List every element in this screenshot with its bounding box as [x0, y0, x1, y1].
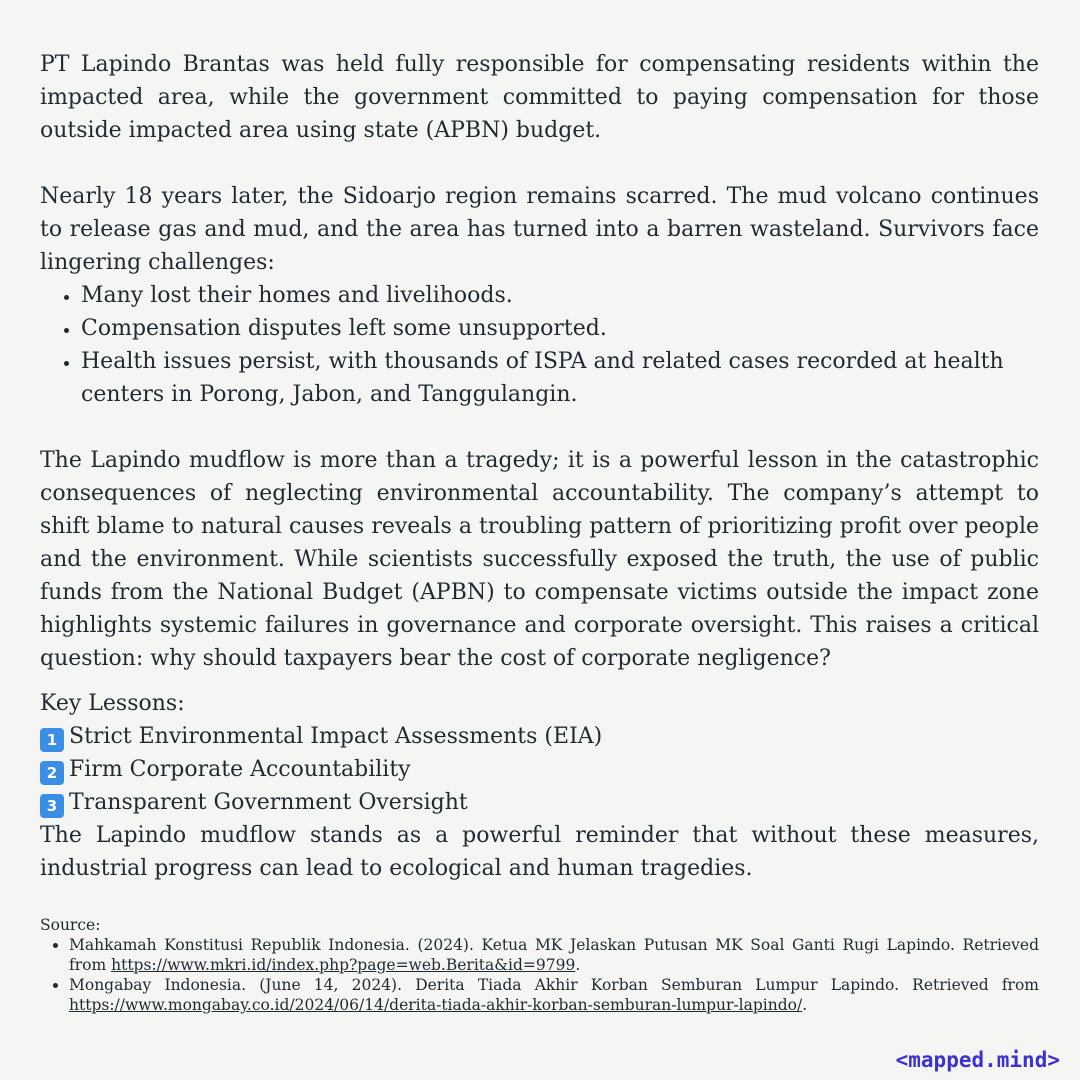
key-lesson-item: [40, 720, 1039, 753]
keycap-1-icon: 1: [40, 728, 64, 752]
key-lesson-text: Firm Corporate Accountability: [69, 757, 411, 782]
paragraph-compensation: PT Lapindo Brantas was held fully responsible for compensating residents within the impacted area, while the government committed to paying compensation for those outside impacted area using state (APBN) budget.: [40, 52, 1039, 143]
key-lesson-text: Strict Environmental Impact Assessments (EIA): [69, 724, 603, 749]
source-item: • Mahkamah Konstitusi Republik Indonesia. (2024). Ketua MK Jelaskan Putusan MK Soal Ganti Rugi Lapindo. Retrieved from https://www.mkri.id/index.php?page=web.Berita&id=9799.: [69, 935, 1039, 975]
key-lessons-heading: Key Lessons:: [40, 691, 185, 716]
article: [40, 48, 1039, 1015]
sources-heading: Source:: [40, 916, 101, 934]
paragraph-closing: The Lapindo mudflow stands as a powerful reminder that without these measures, industrial progress can lead to ecological and human tragedies.: [40, 823, 1039, 881]
source-item: • Mongabay Indonesia. (June 14, 2024). Derita Tiada Akhir Korban Semburan Lumpur Lapindo. Retrieved from https://www.mongabay.co.id/2024/06/14/derita-tiada-akhir-korban-semburan-lumpur-lapindo/.: [69, 975, 1039, 1015]
paragraph-lesson: The Lapindo mudflow is more than a tragedy; it is a powerful lesson in the catastrophic consequences of neglecting environmental accountability. The company’s attempt to shift blame to natural causes reveals a troubling pattern of prioritizing profit over people and the environment. While scientists successfully exposed the truth, the use of public funds from the National Budget (APBN) to compensate victims outside the impact zone highlights systemic failures in governance and corporate oversight. This raises a critical question: why should taxpayers bear the cost of corporate negligence?: [40, 448, 1039, 671]
source-link[interactable]: https://www.mongabay.co.id/2024/06/14/derita-tiada-akhir-korban-semburan-lumpur-lapindo/: [69, 996, 803, 1014]
sources-section: [40, 915, 1039, 1015]
source-link[interactable]: https://www.mkri.id/index.php?page=web.Berita&id=9799: [111, 956, 576, 974]
key-lesson-item: [40, 786, 1039, 819]
challenges-list: [40, 279, 1039, 411]
source-citation: Mahkamah Konstitusi Republik Indonesia. (2024). Ketua MK Jelaskan Putusan MK Soal Ganti Rugi Lapindo. Retrieved from: [69, 936, 1039, 974]
key-lesson-item: [40, 753, 1039, 786]
source-citation: Mongabay Indonesia. (June 14, 2024). Derita Tiada Akhir Korban Semburan Lumpur Lapindo. Retrieved from: [69, 976, 1039, 994]
paragraph-aftermath: Nearly 18 years later, the Sidoarjo region remains scarred. The mud volcano continues to release gas and mud, and the area has turned into a barren wasteland. Survivors face lingering challenges:: [40, 184, 1039, 275]
keycap-3-icon: 3: [40, 794, 64, 818]
sources-list: [40, 935, 1039, 1015]
list-item: • Compensation disputes left some unsupported.: [81, 312, 1039, 345]
brand-logo: <mapped.mind>: [895, 1048, 1060, 1072]
list-item: • Health issues persist, with thousands of ISPA and related cases recorded at health centers in Porong, Jabon, and Tanggulangin.: [81, 345, 1039, 411]
keycap-2-icon: 2: [40, 761, 64, 785]
key-lesson-text: Transparent Government Oversight: [69, 790, 468, 815]
list-item: • Many lost their homes and livelihoods.: [81, 279, 1039, 312]
